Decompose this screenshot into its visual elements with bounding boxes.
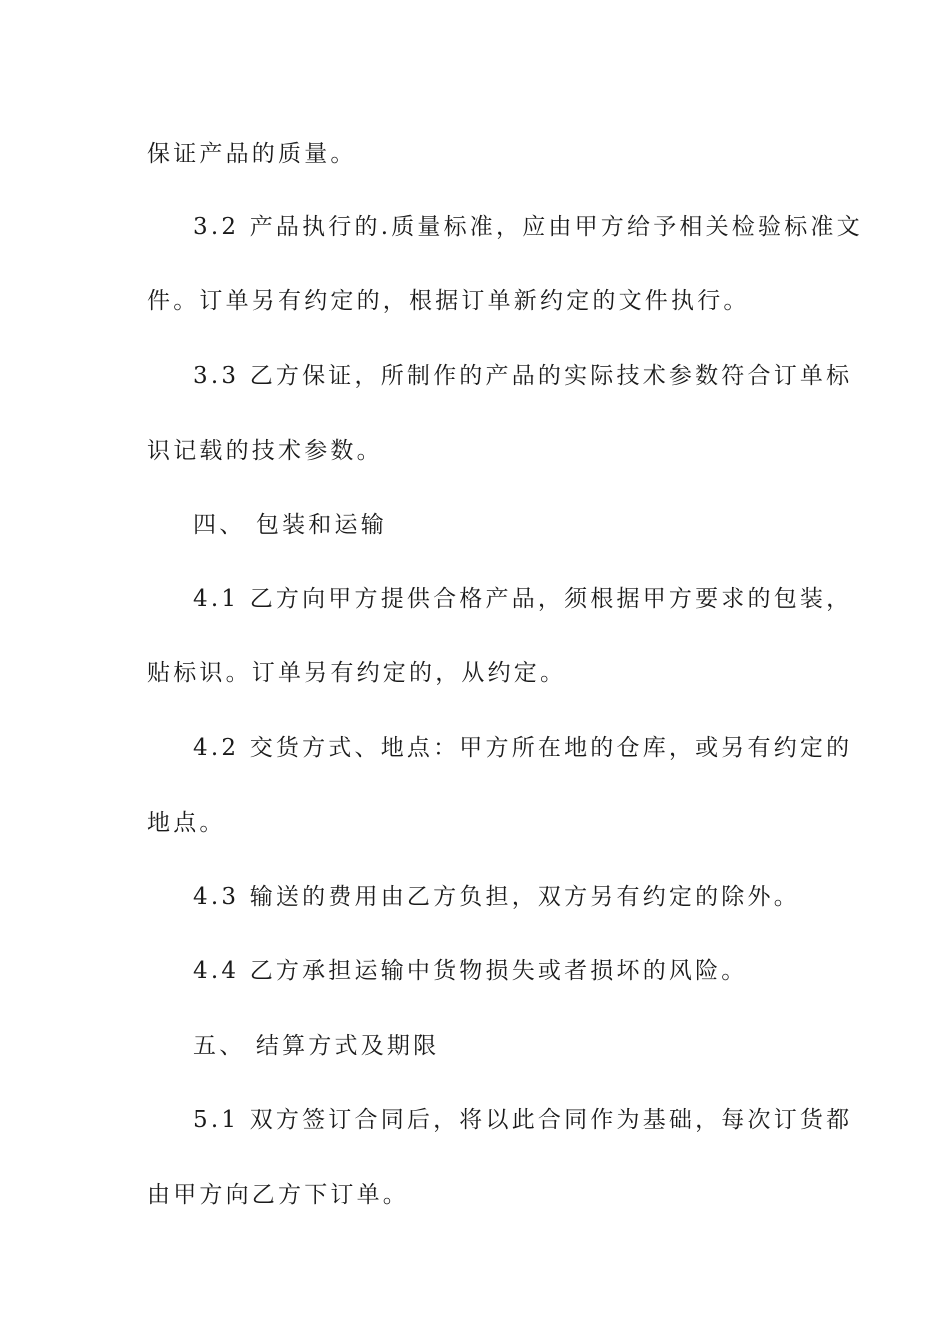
paragraph-line: 识记载的技术参数。 [147, 438, 383, 464]
clause-4-4-line: 4.4 乙方承担运输中货物损失或者损坏的风险。 [193, 958, 748, 984]
clause-3-3-line: 3.3 乙方保证，所制作的产品的实际技术参数符合订单标 [193, 363, 853, 389]
paragraph-line: 地点。 [147, 810, 226, 836]
paragraph-line: 件。订单另有约定的，根据订单新约定的文件执行。 [147, 288, 750, 314]
clause-3-2-line: 3.2 产品执行的.质量标准，应由甲方给予相关检验标准文 [193, 214, 863, 240]
section-heading-4: 四、 包装和运输 [193, 512, 387, 538]
clause-4-3-line: 4.3 输送的费用由乙方负担，双方另有约定的除外。 [193, 884, 800, 910]
paragraph-line: 保证产品的质量。 [147, 141, 357, 167]
paragraph-line: 由甲方向乙方下订单。 [147, 1182, 409, 1208]
clause-5-1-line: 5.1 双方签订合同后，将以此合同作为基础，每次订货都 [193, 1107, 853, 1133]
section-heading-5: 五、 结算方式及期限 [193, 1033, 440, 1059]
paragraph-line: 贴标识。订单另有约定的，从约定。 [147, 660, 567, 686]
clause-4-1-line: 4.1 乙方向甲方提供合格产品，须根据甲方要求的包装， [193, 586, 853, 612]
clause-4-2-line: 4.2 交货方式、地点：甲方所在地的仓库，或另有约定的 [193, 735, 853, 761]
